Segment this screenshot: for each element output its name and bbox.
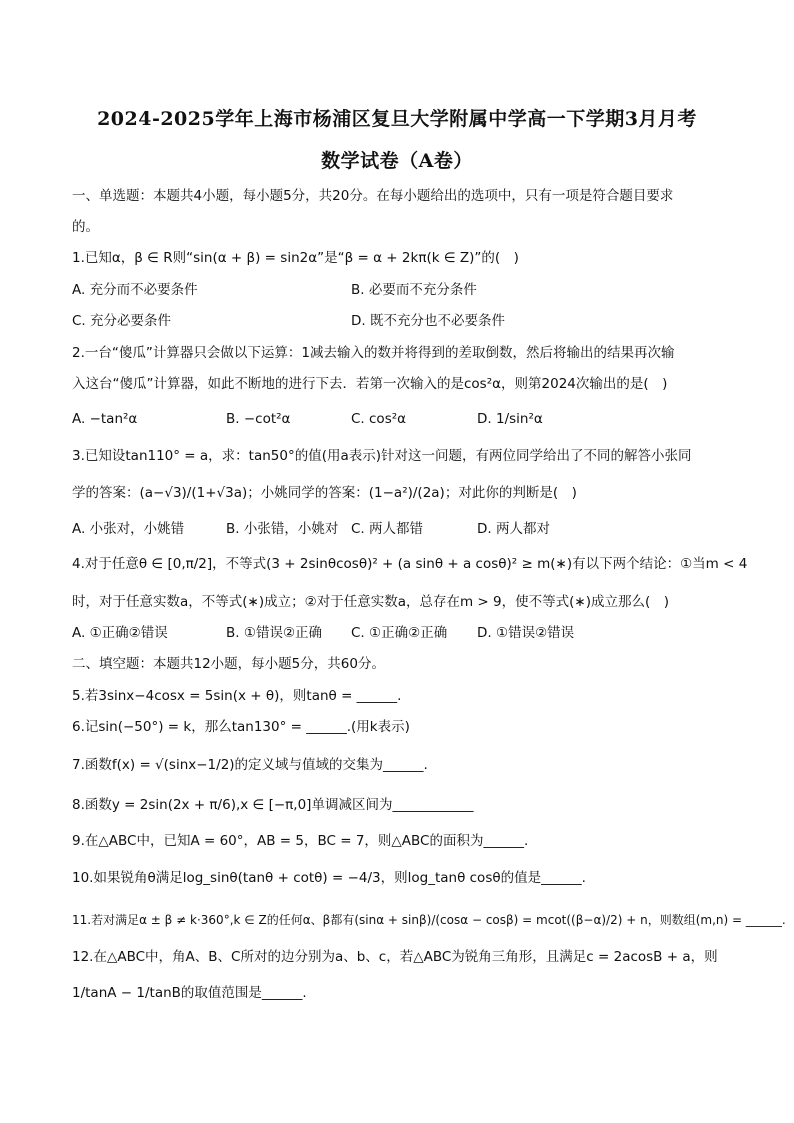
question-3-line1: 3.已知设tan110° = a，求：tan50°的值(用a表示)针对这一问题，有两位同学给出了不同的解答小张同 bbox=[72, 448, 692, 464]
q3-option-c: C. 两人都错 bbox=[351, 521, 424, 537]
q4-option-c: C. ①正确②正确 bbox=[351, 625, 448, 641]
q4-option-d: D. ①错误②错误 bbox=[477, 625, 575, 641]
q3-option-d: D. 两人都对 bbox=[477, 521, 550, 537]
q2-option-c: C. cos²α bbox=[351, 411, 407, 427]
question-2-line2: 入这台“傻瓜”计算器，如此不断地的进行下去．若第一次输入的是cos²α，则第2024次输出的是( ) bbox=[72, 376, 668, 392]
question-4-line2: 时，对于任意实数a，不等式(∗)成立；②对于任意实数a，总存在m > 9，使不等式(∗)成立那么( ) bbox=[72, 594, 670, 610]
question-11: 11.若对满足α ± β ≠ k·360°,k ∈ Z的任何α、β都有(sinα + sinβ)/(cosα − cosβ) = mcot((β−α)/2) + n，则数组(m,n) = ______. bbox=[72, 913, 786, 927]
question-6: 6.记sin(−50°) = k，那么tan130° = ______.(用k表示) bbox=[72, 719, 410, 735]
q3-option-b: B. 小张错，小姚对 bbox=[226, 521, 339, 537]
q4-option-a: A. ①正确②错误 bbox=[72, 625, 168, 641]
q4-option-b: B. ①错误②正确 bbox=[226, 625, 323, 641]
q2-option-b: B. −cot²α bbox=[226, 411, 291, 427]
question-9: 9.在△ABC中，已知A = 60°，AB = 5，BC = 7，则△ABC的面积为______. bbox=[72, 833, 529, 849]
section1-header: 一、单选题：本题共4小题，每小题5分，共20分。在每小题给出的选项中，只有一项是符合题目要求 bbox=[72, 188, 674, 204]
q1-option-a: A. 充分而不必要条件 bbox=[72, 282, 198, 298]
section2-header: 二、填空题：本题共12小题，每小题5分，共60分。 bbox=[72, 656, 385, 672]
q1-option-c: C. 充分必要条件 bbox=[72, 313, 172, 329]
question-2-line1: 2.一台“傻瓜”计算器只会做以下运算：1减去输入的数并将得到的差取倒数，然后将输出的结果再次输 bbox=[72, 345, 675, 361]
question-8: 8.函数y = 2sin(2x + π/6),x ∈ [−π,0]单调减区间为____________ bbox=[72, 797, 474, 813]
q1-option-b: B. 必要而不充分条件 bbox=[351, 282, 477, 298]
question-5: 5.若3sinx−4cosx = 5sin(x + θ)，则tanθ = ______. bbox=[72, 688, 402, 704]
question-7: 7.函数f(x) = √(sinx−1/2)的定义域与值域的交集为______. bbox=[72, 757, 428, 773]
section1-header-cont: 的。 bbox=[72, 219, 99, 235]
q2-option-a: A. −tan²α bbox=[72, 411, 138, 427]
question-4-line1: 4.对于任意θ ∈ [0,π/2]，不等式(3 + 2sinθcosθ)² + (a sinθ + a cosθ)² ≥ m(∗)有以下两个结论：①当m < 4 bbox=[72, 556, 748, 572]
q3-option-a: A. 小张对，小姚错 bbox=[72, 521, 185, 537]
exam-title-line1: 2024-2025学年上海市杨浦区复旦大学附属中学高一下学期3月月考 bbox=[97, 108, 697, 130]
question-10: 10.如果锐角θ满足log_sinθ(tanθ + cotθ) = −4/3，则log_tanθ cosθ的值是______. bbox=[72, 870, 586, 886]
question-3-line2: 学的答案：(a−√3)/(1+√3a)；小姚同学的答案：(1−a²)/(2a)；对此你的判断是( ) bbox=[72, 485, 577, 501]
q1-option-d: D. 既不充分也不必要条件 bbox=[351, 313, 505, 329]
question-1: 1.已知α，β ∈ R则“sin(α + β) = sin2α”是“β = α + 2kπ(k ∈ Z)”的( ) bbox=[72, 250, 519, 266]
question-12-line2: 1/tanA − 1/tanB的取值范围是______. bbox=[72, 985, 307, 1001]
exam-title-line2: 数学试卷（A卷） bbox=[321, 150, 473, 172]
q2-option-d: D. 1/sin²α bbox=[477, 411, 543, 427]
question-12-line1: 12.在△ABC中，角A、B、C所对的边分别为a、b、c，若△ABC为锐角三角形，且满足c = 2acosB + a，则 bbox=[72, 949, 718, 965]
